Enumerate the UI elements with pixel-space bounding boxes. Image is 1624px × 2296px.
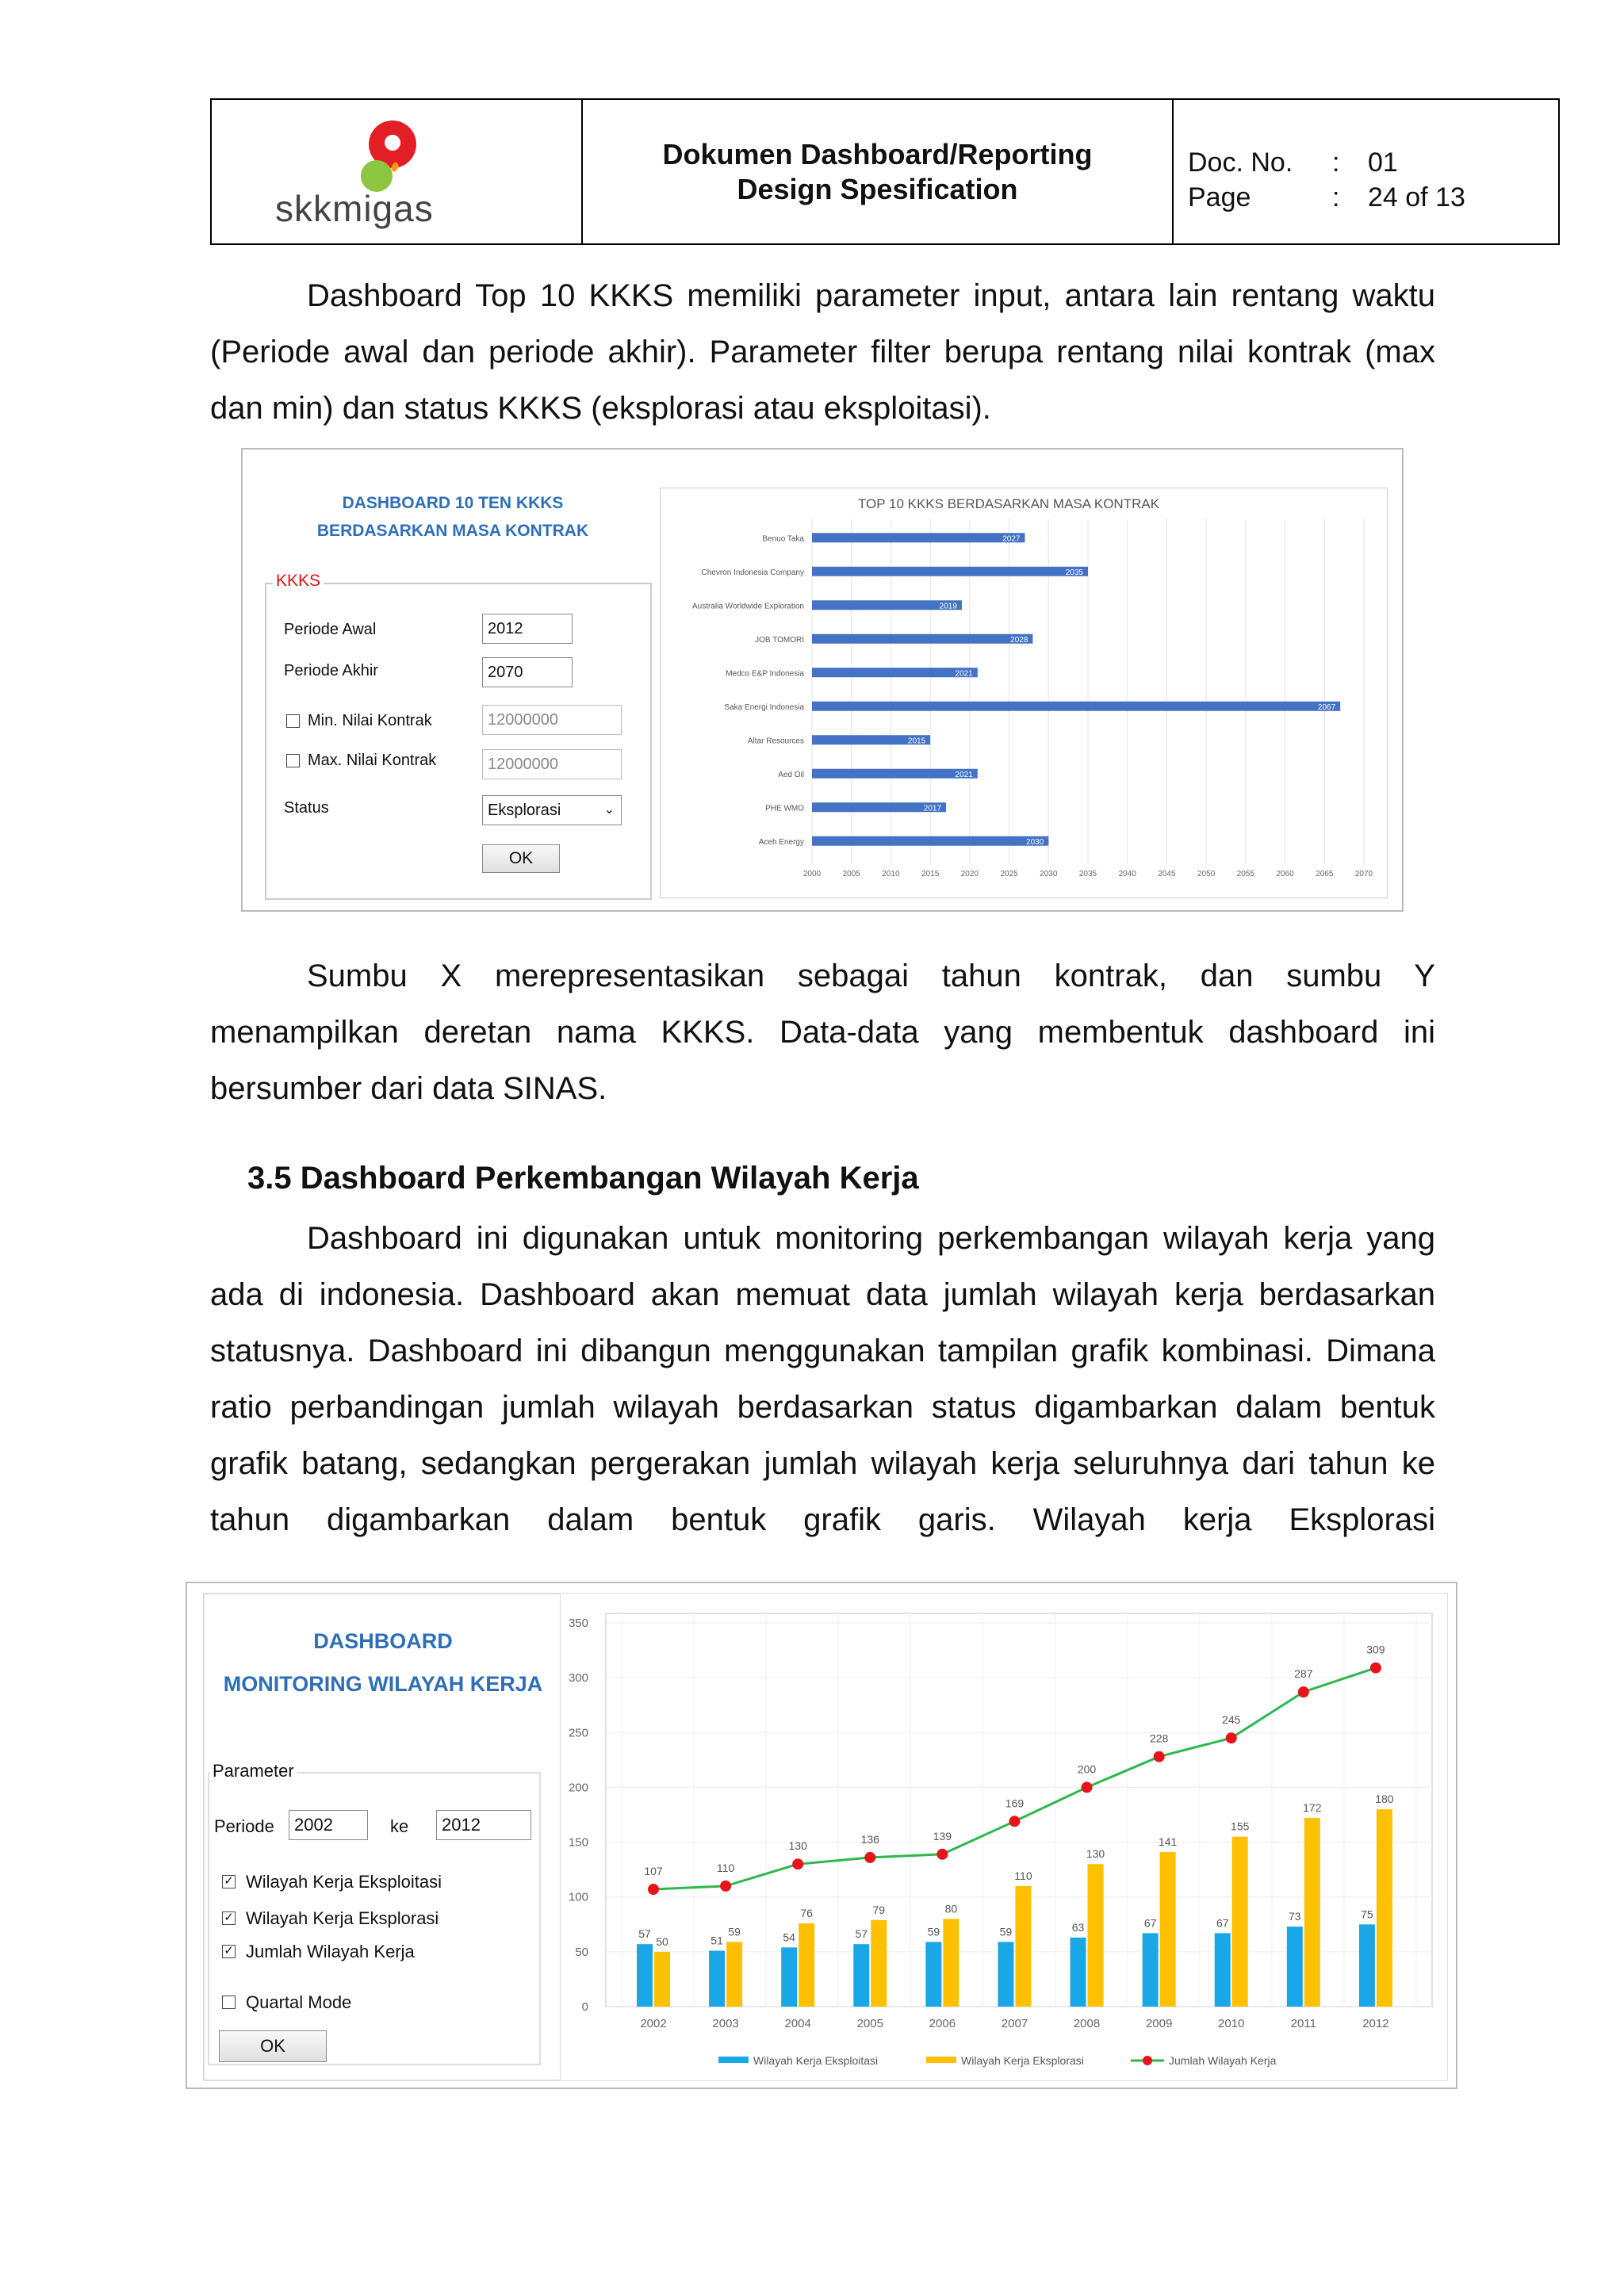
chart1-y-category-label: Benuo Taka — [762, 534, 804, 544]
chart1-bar-value-label: 2030 — [1026, 837, 1044, 847]
fig2-panel-title-2: MONITORING WILAYAH KERJA — [223, 1672, 543, 1696]
chart2-bar-eksploitasi-label: 73 — [1289, 1910, 1301, 1923]
chart1-y-category-label: Medco E&P Indonesia — [726, 669, 804, 679]
chart1-x-tick-label: 2065 — [1316, 870, 1334, 878]
page-value: 24 of 13 — [1368, 182, 1465, 212]
chart1-x-tick-label: 2020 — [960, 870, 979, 878]
chart2-line-marker — [936, 1849, 948, 1860]
chart2-bar-eksplorasi — [1377, 1809, 1392, 2007]
legend-jumlah-label: Jumlah Wilayah Kerja — [1169, 2054, 1277, 2067]
chart2-y-tick-label: 50 — [575, 1945, 588, 1959]
chart1-x-tick-label: 2045 — [1158, 870, 1176, 878]
chart2-bar-eksplorasi — [943, 1919, 959, 2007]
doc-no-label: Doc. No. — [1188, 147, 1293, 178]
chart1-x-tick-label: 2015 — [921, 870, 940, 878]
chart2-bar-eksploitasi — [1215, 1933, 1231, 2007]
quartal-mode-checkbox[interactable] — [222, 1996, 236, 2009]
chart1-y-category-label: Altar Resources — [747, 737, 804, 746]
chart2-bar-eksploitasi — [1287, 1927, 1303, 2007]
chart1-bar-value-label: 2015 — [907, 737, 926, 746]
chart1-x-tick-label: 2070 — [1354, 870, 1373, 878]
figure-monitoring-wilayah-kerja — [186, 1582, 1457, 2089]
chart2-y-tick-label: 200 — [568, 1781, 588, 1795]
chart2-bar-eksploitasi — [1359, 1924, 1375, 2007]
chart1-bar-value-label: 2035 — [1065, 568, 1083, 577]
chart2-x-tick-label: 2005 — [856, 2017, 883, 2030]
periode-akhir-label: Periode Akhir — [284, 662, 378, 679]
chart2-bar-eksploitasi — [998, 1942, 1013, 2007]
chart2-line-value-label: 139 — [933, 1829, 952, 1843]
kkks-group-label: KKKS — [273, 572, 324, 591]
chart2-y-tick-label: 250 — [568, 1726, 588, 1740]
page-label: Page — [1188, 182, 1251, 212]
chart2-bar-eksplorasi-label: 180 — [1375, 1793, 1394, 1806]
min-kontrak-input[interactable]: 12000000 — [482, 705, 622, 735]
periode-to-input[interactable]: 2012 — [436, 1810, 531, 1840]
max-kontrak-checkbox[interactable] — [286, 754, 300, 767]
periode-akhir-input[interactable]: 2070 — [482, 657, 573, 687]
chart2-y-tick-label: 0 — [581, 2000, 588, 2014]
chart2-line-value-label: 169 — [1005, 1797, 1025, 1810]
chart2-bar-eksplorasi-label: 172 — [1303, 1801, 1322, 1815]
chart2-line-marker — [648, 1884, 659, 1895]
chart1-y-category-label: Aceh Energy — [758, 837, 804, 847]
legend-eksploitasi-label: Wilayah Kerja Eksploitasi — [753, 2054, 879, 2067]
chart1-bar-value-label: 2021 — [955, 770, 973, 779]
chart2-bar-eksploitasi — [637, 1944, 653, 2007]
chart2-line-marker — [864, 1852, 875, 1863]
chart2-bar-eksploitasi-label: 59 — [927, 1925, 940, 1938]
page-sep: : — [1332, 182, 1340, 212]
chart2-bar-eksplorasi — [1015, 1886, 1031, 2007]
chart2-bar-eksplorasi — [726, 1942, 742, 2007]
title-line-2: Design Spesification — [737, 172, 1018, 205]
chevron-down-icon: ⌄ — [603, 803, 615, 817]
fig1-left-panel — [266, 489, 639, 545]
chart1-y-category-label: JOB TOMORI — [755, 635, 804, 645]
top10-kkks-chart — [660, 488, 1388, 898]
chart2-bar-eksploitasi-label: 63 — [1071, 1920, 1085, 1934]
chart1-bar-value-label: 2019 — [939, 602, 957, 611]
chart2-bar-eksplorasi — [1160, 1852, 1176, 2007]
chart1-x-tick-label: 2035 — [1078, 870, 1097, 878]
periode-awal-label: Periode Awal — [284, 621, 377, 638]
chart2-line-value-label: 245 — [1222, 1713, 1241, 1727]
periode-awal-input[interactable]: 2012 — [482, 614, 573, 644]
title-line-1: Dokumen Dashboard/Reporting — [662, 137, 1093, 170]
ke-label: ke — [390, 1816, 409, 1836]
chart2-line-marker — [1082, 1781, 1093, 1793]
chart1-x-tick-label: 2030 — [1040, 870, 1058, 878]
chart2-x-tick-label: 2012 — [1362, 2017, 1389, 2030]
chart2-x-tick-label: 2007 — [1001, 2017, 1028, 2030]
chart2-bar-eksplorasi-label: 110 — [1014, 1869, 1032, 1882]
chart2-x-tick-label: 2004 — [784, 2017, 811, 2030]
chart2-bar-eksploitasi-label: 54 — [783, 1931, 795, 1944]
chart2-bar-eksplorasi-label: 79 — [872, 1903, 886, 1916]
chart2-bar-eksplorasi-label: 80 — [944, 1902, 958, 1915]
status-select[interactable] — [482, 795, 622, 825]
status-label: Status — [284, 799, 329, 817]
chart1-bar — [812, 702, 1340, 711]
paragraph-2-text: Sumbu X merepresentasikan sebagai tahun kontrak, dan sumbu Y menampilkan deretan nama KKKS. Data-data yang membentuk dashboard ini bersumber dari data SINAS. — [210, 959, 1435, 1106]
legend-eksplorasi-swatch — [926, 2057, 956, 2063]
monitoring-wilayah-chart — [560, 1593, 1448, 2081]
chart2-bar-eksplorasi-label: 130 — [1086, 1847, 1105, 1861]
cb-eksploitasi-checkbox[interactable]: ✓ — [222, 1875, 236, 1888]
chart2-bar-eksplorasi — [1232, 1837, 1248, 2007]
chart2-bar-eksploitasi-label: 51 — [710, 1934, 723, 1947]
chart1-bar-value-label: 2028 — [1010, 635, 1028, 645]
paragraph-3 — [210, 1211, 1435, 1548]
chart2-line-marker — [1009, 1816, 1020, 1827]
chart1-y-category-label: PHE WMO — [765, 804, 804, 813]
chart2-line-marker — [1226, 1732, 1237, 1743]
chart2-line-value-label: 107 — [644, 1865, 663, 1878]
doc-no-value: 01 — [1368, 147, 1398, 178]
chart2-bar-eksploitasi — [853, 1944, 869, 2007]
chart2-bar-eksplorasi-label: 76 — [800, 1906, 813, 1919]
chart1-y-category-label: Australia Worldwide Exploration — [692, 602, 804, 611]
chart2-line-value-label: 287 — [1294, 1667, 1313, 1681]
chart2-bar-eksploitasi — [1071, 1938, 1086, 2007]
chart2-bar-eksploitasi-label: 67 — [1216, 1916, 1229, 1930]
chart2-x-tick-label: 2002 — [640, 2017, 667, 2030]
paragraph-2 — [210, 948, 1435, 1117]
chart2-line-value-label: 228 — [1149, 1732, 1169, 1745]
chart2-x-tick-label: 2009 — [1145, 2017, 1173, 2030]
chart1-bar — [812, 634, 1032, 644]
chart2-bar-eksplorasi-label: 155 — [1231, 1820, 1250, 1833]
chart1-x-tick-label: 2040 — [1118, 870, 1136, 878]
chart2-bar-eksploitasi — [1143, 1933, 1159, 2007]
figure-top10-kkks — [241, 448, 1404, 912]
chart2-x-tick-label: 2006 — [929, 2017, 956, 2030]
quartal-mode-label: Quartal Mode — [246, 1992, 352, 2012]
chart2-bar-eksploitasi-label: 67 — [1143, 1916, 1157, 1930]
chart1-bar-value-label: 2067 — [1317, 702, 1336, 712]
legend-jumlah-marker — [1143, 2056, 1152, 2065]
paragraph-1 — [210, 268, 1435, 437]
chart1-x-tick-label: 2000 — [802, 870, 822, 878]
chart2-bar-eksploitasi-label: 57 — [638, 1927, 651, 1941]
cb-eksplorasi-checkbox[interactable]: ✓ — [222, 1911, 236, 1925]
chart2-y-tick-label: 300 — [568, 1671, 588, 1686]
chart2-x-tick-label: 2011 — [1290, 2017, 1316, 2030]
min-kontrak-label: Min. Nilai Kontrak — [308, 712, 432, 729]
chart2-x-tick-label: 2010 — [1218, 2017, 1245, 2030]
chart1-title: TOP 10 KKKS BERDASARKAN MASA KONTRAK — [857, 496, 1160, 511]
chart2-bar-eksploitasi — [925, 1942, 941, 2007]
chart2-bar-eksploitasi — [781, 1947, 797, 2007]
chart1-bar-value-label: 2017 — [923, 804, 942, 813]
chart1-bar-value-label: 2027 — [1002, 534, 1021, 544]
chart2-bar-eksploitasi — [709, 1950, 725, 2007]
cb-jumlah-label: Jumlah Wilayah Kerja — [246, 1942, 415, 1961]
chart2-line-value-label: 200 — [1077, 1762, 1097, 1776]
document-title — [583, 100, 1174, 243]
fig2-panel-title-1: DASHBOARD — [313, 1629, 453, 1653]
chart2-y-tick-label: 100 — [568, 1890, 588, 1904]
fig2-ok-button[interactable]: OK — [219, 2030, 327, 2062]
chart2-bar-eksplorasi-label: 141 — [1158, 1835, 1178, 1849]
chart2-bar-eksplorasi — [871, 1920, 887, 2007]
status-select-value: Eksplorasi — [488, 802, 561, 819]
chart2-bar-eksplorasi — [1088, 1864, 1104, 2007]
fig1-ok-button[interactable]: OK — [482, 844, 560, 873]
chart2-bar-eksplorasi-label: 59 — [728, 1925, 741, 1938]
chart2-line-marker — [1298, 1686, 1309, 1697]
cb-jumlah-checkbox[interactable]: ✓ — [222, 1945, 236, 1958]
doc-no-sep: : — [1332, 147, 1340, 178]
chart1-x-tick-label: 2010 — [882, 870, 900, 878]
chart2-x-tick-label: 2008 — [1073, 2017, 1101, 2030]
parameter-group-label: Parameter — [209, 1761, 297, 1781]
chart1-bar — [812, 533, 1025, 542]
chart2-x-tick-label: 2003 — [712, 2017, 739, 2030]
legend-eksplorasi-label: Wilayah Kerja Eksplorasi — [961, 2054, 1084, 2067]
chart2-line-marker — [720, 1881, 731, 1892]
chart1-bar — [812, 769, 978, 779]
chart1-bar — [812, 567, 1088, 576]
chart2-bar-eksplorasi — [654, 1952, 670, 2007]
chart2-line-value-label: 130 — [788, 1839, 807, 1853]
max-kontrak-label: Max. Nilai Kontrak — [308, 752, 437, 769]
cb-eksploitasi-label: Wilayah Kerja Eksploitasi — [246, 1872, 442, 1892]
chart1-y-category-label: Saka Energi Indonesia — [724, 702, 804, 712]
chart1-x-tick-label: 2025 — [1000, 870, 1018, 878]
chart1-y-category-label: Aed Oil — [778, 770, 804, 779]
logo-text: skkmigas — [275, 188, 434, 229]
chart1-bar — [812, 668, 978, 677]
min-kontrak-checkbox[interactable] — [286, 714, 300, 728]
paragraph-1-text: Dashboard Top 10 KKKS memiliki parameter input, antara lain rentang waktu (Periode awal dan periode akhir). Parameter filter berupa rentang nilai kontrak (max dan min) dan status KKKS (eksplorasi atau eksploitasi). — [210, 278, 1435, 426]
chart1-y-category-label: Chevron Indonesia Company — [701, 568, 804, 577]
fig1-panel-title-1: DASHBOARD 10 TEN KKKS — [342, 494, 564, 512]
chart2-line-marker — [1154, 1751, 1165, 1762]
chart2-bar-eksploitasi-label: 75 — [1361, 1908, 1373, 1921]
document-header — [210, 98, 1560, 245]
chart2-bar-eksplorasi-label: 50 — [656, 1934, 668, 1948]
doc-info-cell — [1174, 100, 1558, 243]
chart1-x-tick-label: 2060 — [1276, 870, 1294, 878]
periode-label: Periode — [214, 1816, 274, 1836]
chart1-x-tick-label: 2050 — [1197, 870, 1216, 878]
max-kontrak-input[interactable]: 12000000 — [482, 749, 622, 779]
chart2-line-marker — [1370, 1663, 1381, 1674]
chart2-line-marker — [792, 1858, 803, 1869]
periode-from-input[interactable]: 2002 — [289, 1810, 368, 1840]
chart2-bar-eksplorasi — [799, 1923, 814, 2007]
cb-eksplorasi-label: Wilayah Kerja Eksplorasi — [246, 1908, 439, 1928]
legend-eksploitasi-swatch — [718, 2057, 749, 2063]
chart1-bar — [812, 836, 1048, 846]
chart1-bar-value-label: 2021 — [955, 669, 973, 679]
logo-cell — [212, 100, 583, 243]
chart2-bar-eksplorasi — [1304, 1818, 1320, 2007]
chart2-line-value-label: 136 — [860, 1832, 879, 1846]
chart2-line-value-label: 309 — [1366, 1643, 1385, 1656]
section-title: 3.5 Dashboard Perkembangan Wilayah Kerja — [247, 1161, 919, 1196]
chart2-y-tick-label: 350 — [568, 1617, 588, 1630]
chart2-line-value-label: 110 — [716, 1861, 735, 1874]
paragraph-3-text: Dashboard ini digunakan untuk monitoring perkembangan wilayah kerja yang ada di indonesia. Dashboard akan memuat data jumlah wilayah kerja berdasarkan statusnya. Dashboard ini dibangun menggunakan tampilan grafik kombinasi. Dimana ratio perbandingan jumlah wilayah berdasarkan status digambarkan dalam bentuk grafik batang, sedangkan pergerakan jumlah wilayah kerja seluruhnya dari tahun ke tahun digambarkan dalam bentuk grafik garis. Wilayah kerja Eksplorasi — [210, 1221, 1435, 1537]
skkmigas-logo-icon — [354, 114, 434, 193]
fig1-panel-title-2: BERDASARKAN MASA KONTRAK — [316, 522, 589, 540]
chart2-bar-eksploitasi-label: 57 — [855, 1927, 868, 1941]
chart1-x-tick-label: 2055 — [1236, 870, 1254, 878]
chart1-x-tick-label: 2005 — [842, 870, 860, 878]
chart2-bar-eksploitasi-label: 59 — [999, 1925, 1013, 1938]
chart2-y-tick-label: 150 — [568, 1835, 588, 1850]
